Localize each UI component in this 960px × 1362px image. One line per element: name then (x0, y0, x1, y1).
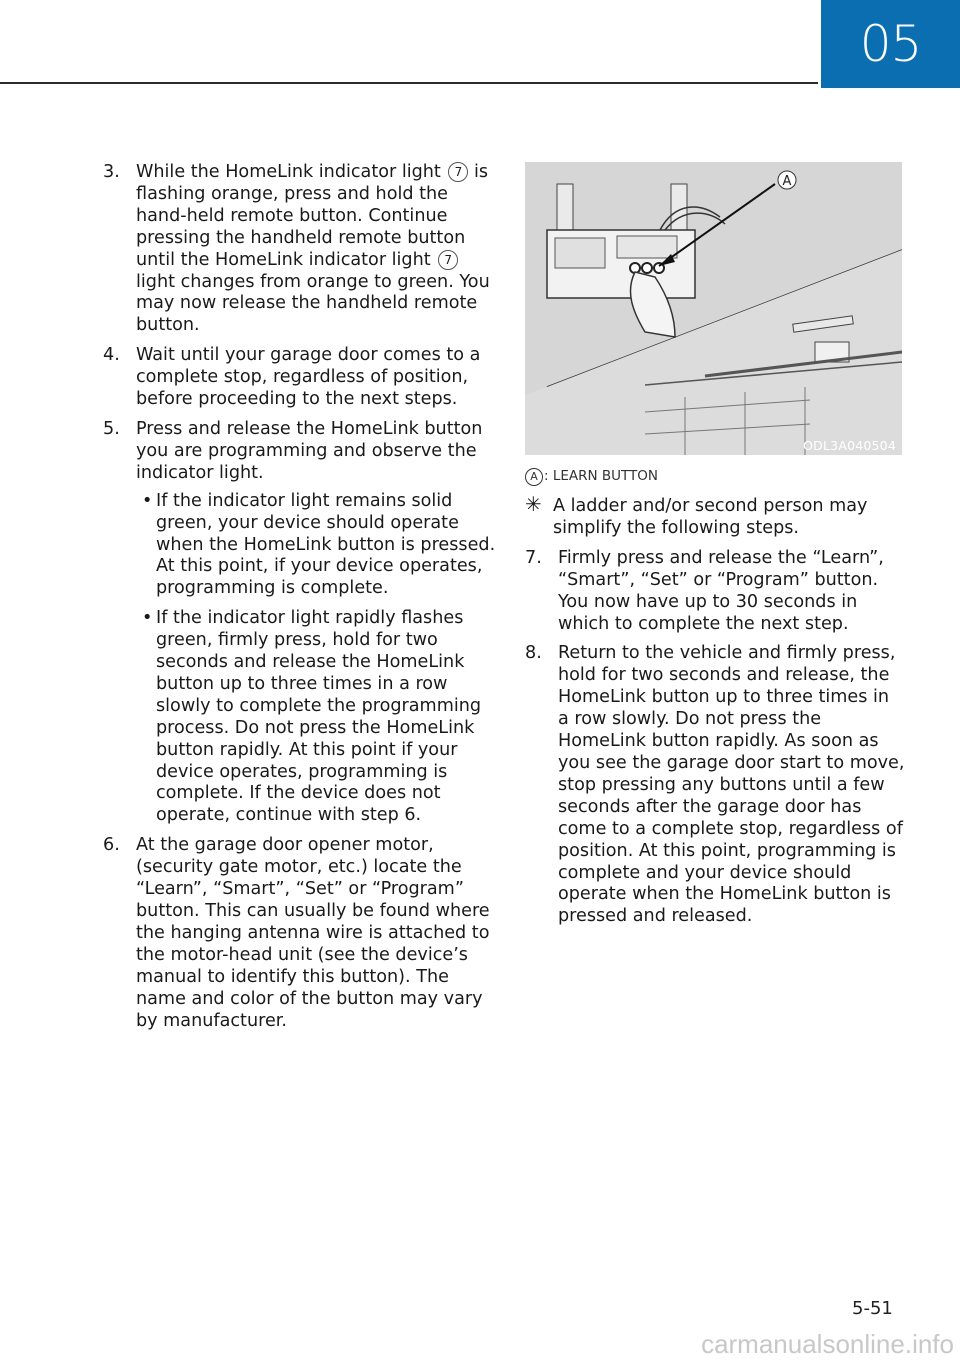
step-text: While the HomeLink indicator light (136, 162, 447, 182)
indicator-light-icon: 7 (448, 162, 468, 182)
garage-opener-drawing (525, 162, 902, 455)
left-column (103, 162, 498, 1040)
header-rule (0, 82, 818, 84)
garage-opener-illustration (525, 162, 902, 455)
caption-text: : LEARN BUTTON (544, 468, 659, 484)
bullet-dot-icon: • (142, 608, 153, 629)
watermark: carmanualsonline.info (701, 1329, 954, 1359)
step-number: 8. (525, 643, 542, 664)
note (525, 492, 905, 540)
step-number: 5. (103, 418, 120, 439)
bullet-text: If the indicator light rapidly flashes green, firmly press, hold for two seconds and release the HomeLink button up to three times in a row slowly to complete the programming process. Do not press the HomeLink button rapidly. At this point if your device operates, programming is complete. If the device does not operate, continue with step 6. (156, 608, 482, 826)
step-number: 6. (103, 835, 120, 856)
asterisk-icon: ✳ (525, 492, 542, 516)
bullet-item (136, 491, 498, 601)
step-number: 7. (525, 547, 542, 568)
note-text: A ladder and/or second person may simplify the following steps. (553, 496, 868, 538)
step-text: is flashing orange, press and hold the hand-held remote button. Continue pressing the handheld remote button until the HomeLink indicator light (136, 162, 489, 270)
indicator-light-icon: 7 (438, 250, 458, 270)
right-column (525, 492, 905, 936)
page-number: 5-51 (852, 1298, 893, 1319)
step-text: light changes from orange to green. You may now release the handheld remote button. (136, 271, 490, 336)
bullet-dot-icon: • (142, 490, 153, 511)
step-text: Return to the vehicle and firmly press, hold for two seconds and release, the HomeLink button up to three times in a row slowly. Do not press the HomeLink button rapidly. As soon as you see the garage door start to move, stop pressing any buttons until a few seconds after the garage door has come to a complete stop, regardless of position. At this point, programming is complete and your device should operate when the HomeLink button is pressed and released. (558, 643, 905, 927)
step-7 (525, 548, 905, 636)
step-text: Press and release the HomeLink button you are programming and observe the indicator light. (136, 418, 483, 483)
step-5 (103, 419, 498, 827)
figure-caption (525, 468, 658, 486)
step-text: Wait until your garage door comes to a complete stop, regardless of position, before proceeding to the next steps. (136, 345, 481, 410)
step-3 (103, 162, 498, 337)
figure-label: A (782, 174, 792, 189)
step-text: Firmly press and release the “Learn”, “Smart”, “Set” or “Program” button. You now have up to 30 seconds in which to complete the next step. (558, 547, 884, 634)
step-4 (103, 345, 498, 411)
step-text: At the garage door opener motor, (security gate motor, etc.) locate the “Learn”, “Smart”, “Set” or “Program” button. This can usually be found where the hanging antenna wire is attached to the motor-head unit (see the device’s manual to identify this button). The name and color of the button may vary by manufacturer. (136, 835, 490, 1031)
figure-code: ODL3A040504 (803, 438, 896, 453)
step-8 (525, 643, 905, 928)
step-number: 3. (103, 162, 120, 182)
bullet-text: If the indicator light remains solid green, your device should operate when the HomeLink button is pressed. At this point, if your device operates, programming is complete. (156, 490, 496, 599)
step-number: 4. (103, 345, 120, 366)
caption-marker: A (525, 468, 543, 486)
bullet-item (136, 608, 498, 827)
step-6 (103, 835, 498, 1032)
chapter-tab: 05 (821, 0, 960, 88)
